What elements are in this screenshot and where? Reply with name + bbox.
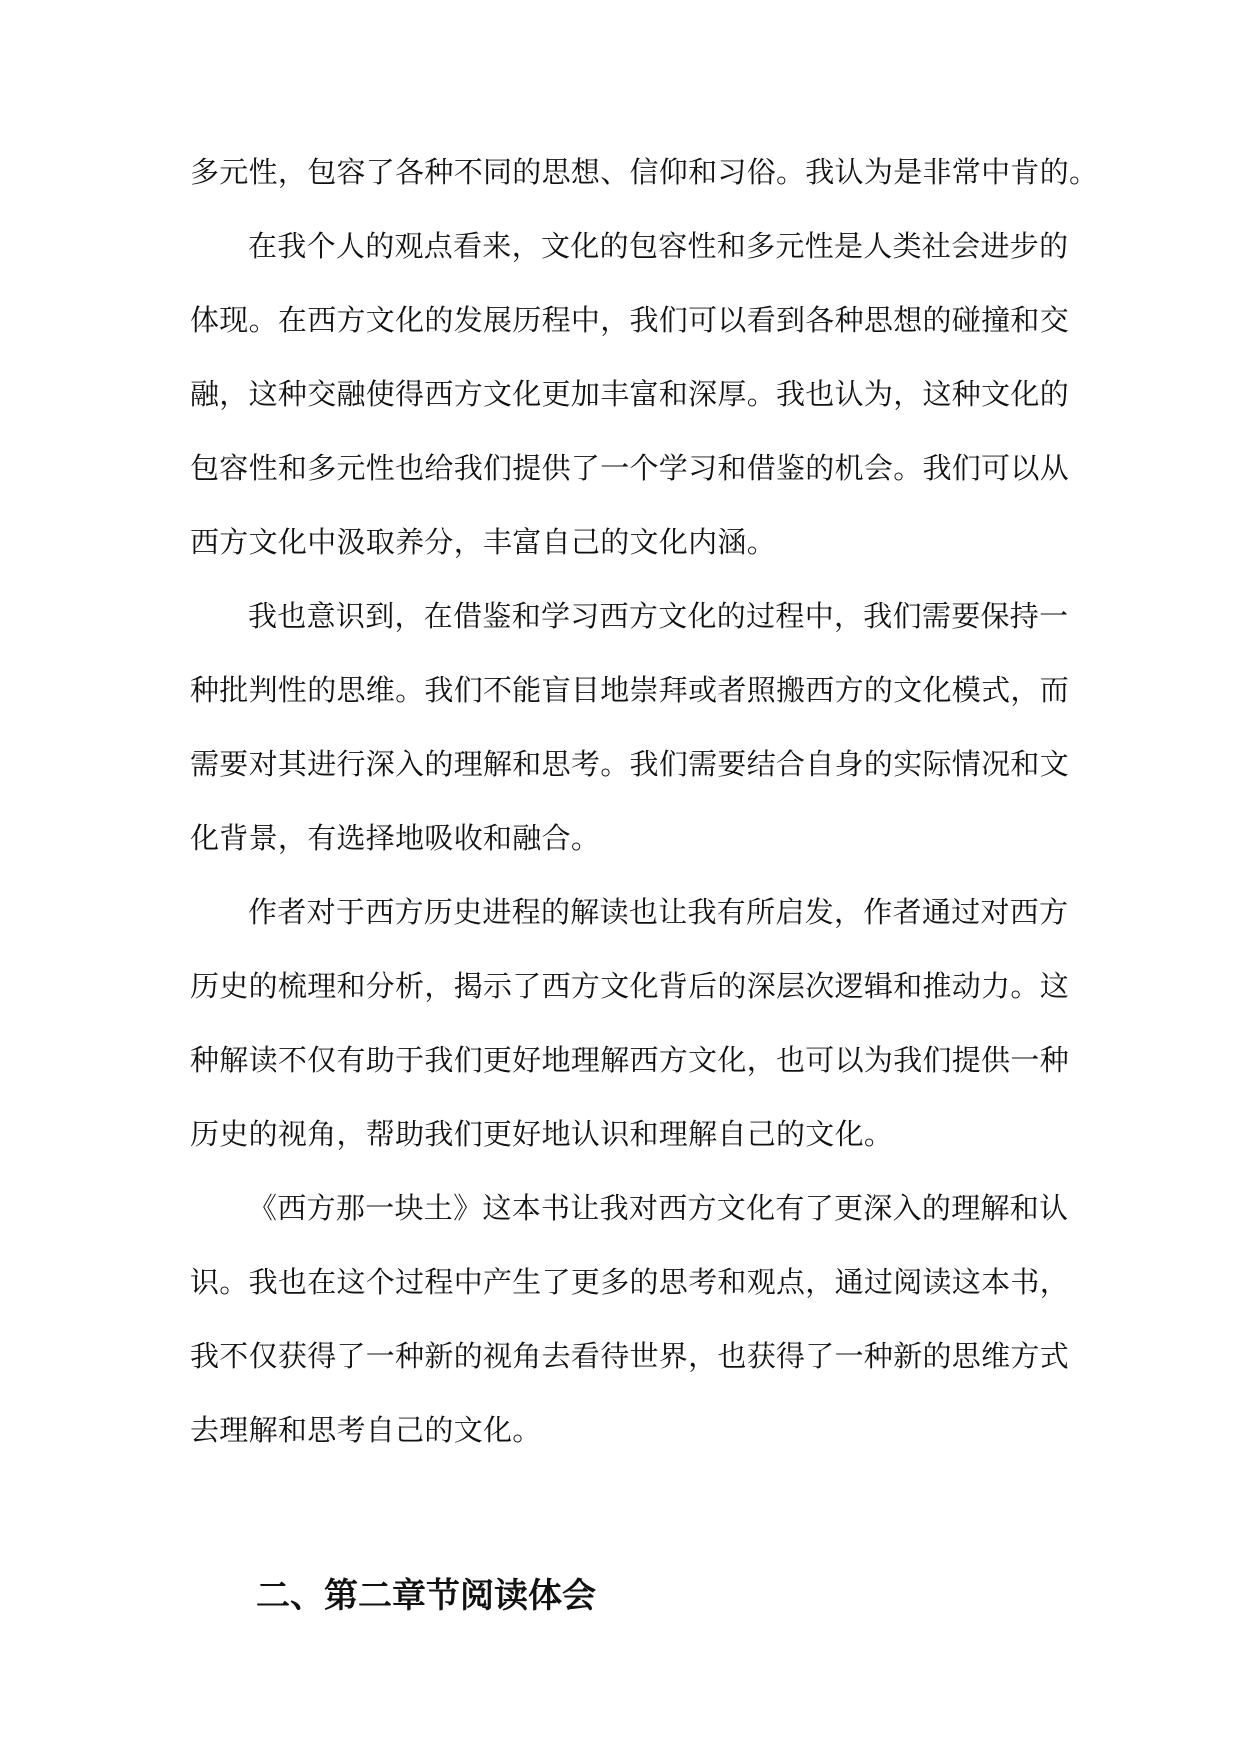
paragraph-line: 需要对其进行深入的理解和思考。我们需要结合自身的实际情况和文	[190, 747, 1070, 781]
paragraph-line: 我不仅获得了一种新的视角去看待世界，也获得了一种新的思维方式	[190, 1339, 1070, 1373]
paragraph-line: 历史的梳理和分析，揭示了西方文化背后的深层次逻辑和推动力。这	[190, 969, 1070, 1003]
paragraph-line: 识。我也在这个过程中产生了更多的思考和观点，通过阅读这本书，	[190, 1265, 1070, 1299]
paragraph-line: 包容性和多元性也给我们提供了一个学习和借鉴的机会。我们可以从	[190, 451, 1070, 485]
paragraph-line: 体现。在西方文化的发展历程中，我们可以看到各种思想的碰撞和交	[190, 303, 1070, 337]
paragraph-line: 作者对于西方历史进程的解读也让我有所启发，作者通过对西方	[248, 895, 1069, 929]
paragraph-line: 化背景，有选择地吸收和融合。	[190, 821, 601, 855]
paragraph-line: 西方文化中汲取养分，丰富自己的文化内涵。	[190, 525, 777, 559]
section-heading: 二、第二章节阅读体会	[256, 1576, 596, 1616]
paragraph-line: 在我个人的观点看来，文化的包容性和多元性是人类社会进步的	[248, 229, 1069, 263]
paragraph-line: 多元性，包容了各种不同的思想、信仰和习俗。我认为是非常中肯的。	[190, 155, 1099, 189]
paragraph-line: 历史的视角，帮助我们更好地认识和理解自己的文化。	[190, 1117, 894, 1151]
paragraph-line: 融，这种交融使得西方文化更加丰富和深厚。我也认为，这种文化的	[190, 377, 1070, 411]
paragraph-line: 《西方那一块土》这本书让我对西方文化有了更深入的理解和认	[248, 1191, 1069, 1225]
paragraph-line: 种解读不仅有助于我们更好地理解西方文化，也可以为我们提供一种	[190, 1043, 1070, 1077]
paragraph-line: 种批判性的思维。我们不能盲目地崇拜或者照搬西方的文化模式，而	[190, 673, 1070, 707]
paragraph-line: 我也意识到，在借鉴和学习西方文化的过程中，我们需要保持一	[248, 599, 1069, 633]
paragraph-line: 去理解和思考自己的文化。	[190, 1413, 542, 1447]
